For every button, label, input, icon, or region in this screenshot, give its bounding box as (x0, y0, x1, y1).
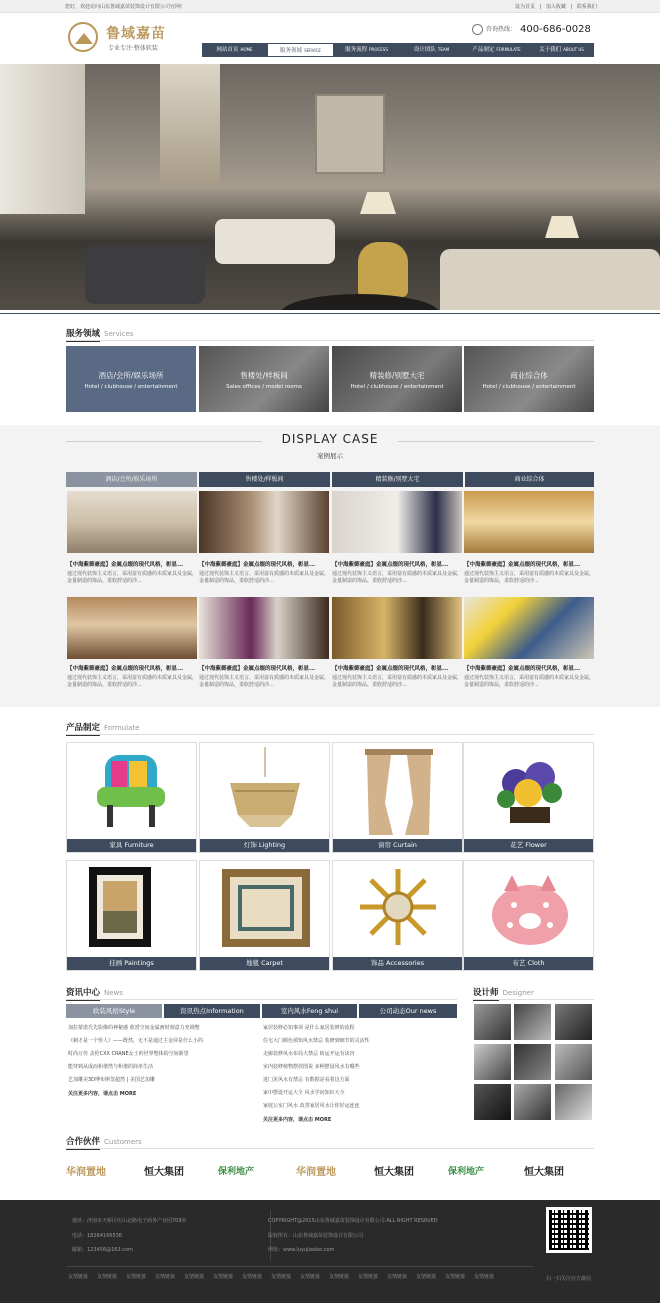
welcome-text: 您好，欢迎访问山东鲁域嘉苗装饰设计有限公司官网! (65, 4, 183, 10)
logo-name: 鲁域嘉苗 (106, 26, 166, 42)
nav-home[interactable]: 网站首页 HOME (216, 47, 253, 53)
partner-logo[interactable]: 华润置地 (296, 1166, 336, 1178)
friend-link[interactable]: 友情链接 (416, 1274, 437, 1280)
case-desc: 通过现代装饰主义语言，采用富有质感的木质家具及金属，金量制造的饰品，柔软舒适的沙... (464, 571, 595, 584)
friend-link[interactable]: 友情链接 (155, 1274, 176, 1280)
friend-link[interactable]: 友情链接 (474, 1274, 495, 1280)
designer-photo[interactable] (474, 1044, 511, 1080)
case-photo[interactable] (464, 597, 594, 659)
news-item[interactable]: 时尚万佳 盖伦CXX CRANE女士的世界整体的空间新里 (68, 1051, 189, 1057)
flower-icon (464, 743, 595, 841)
news-tab-style[interactable]: 软装风格Style (66, 1004, 162, 1018)
nav-process[interactable]: 服务流程 PROCESS (345, 47, 388, 53)
friend-link[interactable]: 友情链接 (213, 1274, 234, 1280)
chair-icon (67, 743, 198, 841)
partner-logo[interactable]: 华润置地 (66, 1166, 106, 1178)
friend-link[interactable]: 友情链接 (387, 1274, 408, 1280)
friend-link[interactable]: 友情链接 (358, 1274, 379, 1280)
logo-mark-icon (68, 22, 98, 52)
product-caption: 挂画 Paintings (67, 957, 196, 970)
case-desc: 通过现代装饰主义语言，采用富有质感的木质家具及金属，金量制造的饰品，柔软舒适的沙... (464, 675, 595, 688)
product-curtain[interactable] (332, 742, 463, 853)
hotline-number: 400-686-0028 (520, 24, 591, 35)
display-title: DISPLAY CASE (281, 432, 379, 446)
news-heading: 资讯中心 News (66, 986, 123, 998)
partner-logo[interactable]: 恒大集团 (524, 1166, 564, 1178)
hero-banner (0, 64, 660, 310)
services-heading: 服务领域 Services (66, 327, 134, 339)
friend-link[interactable]: 友情链接 (97, 1274, 118, 1280)
product-caption: 花艺 Flower (464, 839, 593, 852)
news-item[interactable]: 进门见风水有禁忌 有数据是看着这方面 (263, 1077, 350, 1083)
news-tab-ournews[interactable]: 公司动态Our news (359, 1004, 457, 1018)
logo-slogan: 专业专注·整体软装 (108, 45, 158, 52)
nav-service[interactable]: 服务领域 SERVICE (267, 43, 334, 57)
news-item[interactable]: 走廊装修风水布局大禁忌 转运开运有诀窍 (263, 1051, 355, 1057)
painting-icon (67, 861, 198, 959)
designer-photo[interactable] (555, 1084, 592, 1120)
banner-divider (0, 313, 660, 314)
case-title[interactable]: 【中海紫御豪庭】金属点缀的现代风格，彰显... (464, 666, 581, 672)
case-desc: 通过现代装饰主义语言，采用富有质感的木质家具及金属，金量制造的饰品，柔软舒适的沙... (199, 571, 330, 584)
curtain-icon (333, 743, 464, 841)
footer-rights: 版权所有：山东鲁域嘉苗装饰设计有限公司 (268, 1233, 364, 1239)
display-subtitle: 案例展示 (317, 452, 343, 460)
case-photo[interactable] (464, 491, 594, 553)
product-caption: 灯饰 Lighting (200, 839, 329, 852)
friend-link[interactable]: 友情链接 (445, 1274, 466, 1280)
product-accessories[interactable] (332, 860, 463, 971)
designers-heading: 设计师 Designer (473, 986, 534, 998)
tab-hotel[interactable]: 酒店/会所/娱乐场所 (66, 472, 197, 487)
product-caption: 饰品 Accessories (333, 957, 462, 970)
product-flower[interactable] (463, 742, 594, 853)
logo[interactable] (66, 20, 178, 56)
case-photo[interactable] (67, 597, 197, 659)
friend-link[interactable]: 友情链接 (126, 1274, 147, 1280)
friend-link[interactable]: 友情链接 (184, 1274, 205, 1280)
service-card-sales[interactable]: 售楼处/样板间 Sales offices / model rooms (199, 346, 329, 412)
friend-link[interactable]: 友情链接 (271, 1274, 292, 1280)
carpet-icon (200, 861, 331, 959)
service-card-commercial[interactable]: 商业综合体 Hotel / clubhouse / entertainment (464, 346, 594, 412)
news-item[interactable]: 家居装修必知事项 是什么家居装修的流程 (263, 1025, 355, 1031)
product-cloth[interactable] (463, 860, 594, 971)
designer-photo[interactable] (474, 1084, 511, 1120)
case-title[interactable]: 【中海紫御豪庭】金属点缀的现代风格，彰显... (464, 562, 581, 568)
pig-icon (464, 861, 595, 959)
product-paintings[interactable] (66, 860, 197, 971)
news-more-link[interactable]: 关注更多内容，请点击 MORE (263, 1117, 332, 1123)
case-title[interactable]: 【中海紫御豪庭】金属点缀的现代风格，彰显... (199, 666, 316, 672)
sunburst-mirror-icon (333, 861, 464, 959)
nav-team[interactable]: 设计团队 TEAM (413, 47, 450, 53)
product-caption: 地毯 Carpet (200, 957, 329, 970)
nav-formulate[interactable]: 产品制定 FORMULATE (472, 47, 521, 53)
case-title[interactable]: 【中海紫御豪庭】金属点缀的现代风格，彰显... (332, 562, 449, 568)
tab-sales[interactable]: 售楼处/样板间 (199, 472, 330, 487)
partners-rule (66, 1148, 594, 1149)
footer-site[interactable]: 网址：www.luyujiadao.com (268, 1247, 335, 1253)
case-title[interactable]: 【中海紫御豪庭】金属点缀的现代风格，彰显... (67, 562, 184, 568)
case-title[interactable]: 【中海紫御豪庭】金属点缀的现代风格，彰显... (67, 666, 184, 672)
top-bar (0, 0, 660, 13)
partner-logo[interactable]: 恒大集团 (144, 1166, 184, 1178)
service-card-hotel[interactable]: 酒店/会所/娱乐场所 Hotel / clubhouse / entertainment (66, 346, 196, 412)
news-more-link[interactable]: 关注更多内容，请点击 MORE (68, 1091, 137, 1097)
service-card-villa[interactable]: 精装修/别墅大宅 Hotel / clubhouse / entertainment (332, 346, 462, 412)
product-carpet[interactable] (199, 860, 330, 971)
case-title[interactable]: 【中海紫御豪庭】金属点缀的现代风格，彰显... (199, 562, 316, 568)
case-photo[interactable] (332, 597, 462, 659)
partners-heading: 合作伙伴 Customers (66, 1135, 142, 1147)
designer-photo[interactable] (555, 1004, 592, 1040)
qr-caption: 扫一扫关注官方微信 (546, 1276, 592, 1282)
footer-email: 邮箱：123456@163.com (72, 1247, 133, 1253)
qr-code (546, 1207, 592, 1253)
case-desc: 通过现代装饰主义语言，采用富有质感的木质家具及金属，金量制造的饰品，柔软舒适的沙... (332, 675, 463, 688)
news-tab-information[interactable]: 资讯热点Information (164, 1004, 260, 1018)
case-photo[interactable] (199, 491, 329, 553)
product-lighting[interactable] (199, 742, 330, 853)
tab-commercial[interactable]: 商业综合体 (465, 472, 594, 487)
friend-link[interactable]: 友情链接 (329, 1274, 350, 1280)
hotline-label: 咨询热线： (486, 26, 517, 33)
friend-link[interactable]: 友情链接 (68, 1274, 89, 1280)
case-photo[interactable] (332, 491, 462, 553)
case-desc: 通过现代装饰主义语言，采用富有质感的木质家具及金属，金量制造的饰品，柔软舒适的沙... (199, 675, 330, 688)
phone-icon (472, 24, 483, 35)
footer-rule (66, 1266, 534, 1267)
hotline (472, 24, 591, 35)
designer-photo[interactable] (555, 1044, 592, 1080)
nav-about[interactable]: 关于我们 ABOUT US (539, 47, 584, 53)
designers-rule (473, 999, 594, 1000)
designer-photo[interactable] (514, 1044, 551, 1080)
products-rule (66, 734, 594, 735)
news-item[interactable]: 室内装修植物摆放图说 多种摆设风水有哪些 (263, 1064, 360, 1070)
case-desc: 通过现代装饰主义语言，采用富有质感的木质家具及金属，金量制造的饰品，柔软舒适的沙... (67, 571, 198, 584)
friend-link[interactable]: 友情链接 (300, 1274, 321, 1280)
case-photo[interactable] (199, 597, 329, 659)
news-item[interactable]: 《刺才是一个怪人》——既然，无不是通过主金屏是什么小的 (68, 1038, 204, 1044)
news-item[interactable]: 家中摆设开运大全 风水学问知识大全 (263, 1090, 345, 1096)
partner-logo[interactable]: 保利地产 (448, 1166, 485, 1177)
case-title[interactable]: 【中海紫御豪庭】金属点缀的现代风格，彰显... (332, 666, 449, 672)
partner-logo[interactable]: 恒大集团 (374, 1166, 414, 1178)
partner-logo[interactable]: 保利地产 (218, 1166, 255, 1177)
tab-villa[interactable]: 精装修/别墅大宅 (332, 472, 463, 487)
chandelier-icon (200, 743, 331, 841)
footer-address: 地址：济南市天桥区历山北路电子商务产业园709室 (72, 1218, 187, 1224)
product-caption: 家具 Furniture (67, 839, 196, 852)
designer-photo[interactable] (514, 1084, 551, 1120)
product-furniture[interactable] (66, 742, 197, 853)
designer-photo[interactable] (514, 1004, 551, 1040)
news-item[interactable]: 家庭公室门风水 改善家居风水让你好运连连 (263, 1103, 360, 1109)
product-caption: 布艺 Cloth (464, 957, 593, 970)
case-desc: 通过现代装饰主义语言，采用富有质感的木质家具及金属，金量制造的饰品，柔软舒适的沙... (67, 675, 198, 688)
product-caption: 窗帘 Curtain (333, 839, 462, 852)
news-item[interactable]: 住宅大门颜色须知风水禁忌 装修到细节的灵活性 (263, 1038, 370, 1044)
case-desc: 通过现代装饰主义语言，采用富有质感的木质家具及金属，金量制造的饰品，柔软舒适的沙... (332, 571, 463, 584)
news-rule (66, 999, 457, 1000)
footer-phone: 电话：18264166536 (72, 1233, 122, 1239)
friend-link[interactable]: 友情链接 (242, 1274, 263, 1280)
news-tab-fengshui[interactable]: 室内风水Feng shui (262, 1004, 357, 1018)
top-links[interactable]: 设为首页 | 加入收藏 | 联系我们 (515, 4, 597, 10)
news-item[interactable]: 能穿到从成而和谐然与和谐的简单生活 (68, 1064, 154, 1070)
services-rule (66, 340, 594, 341)
main-nav (202, 43, 594, 57)
news-item[interactable]: 艺加雕美3D博布斯签超然 | 美国艺加雕 (68, 1077, 155, 1083)
case-photo[interactable] (67, 491, 197, 553)
footer-copyright: COPYRIGHT@2015山东鲁域嘉苗装饰设计有限公司.ALL RIGHT RESRVED (268, 1218, 438, 1224)
products-heading: 产品制定 Formulate (66, 721, 139, 733)
designer-photo[interactable] (474, 1004, 511, 1040)
news-item[interactable]: 加拉蒙诺氏先影像的神秘感 欣赏空间金属画时刻意力充调整 (68, 1025, 200, 1031)
